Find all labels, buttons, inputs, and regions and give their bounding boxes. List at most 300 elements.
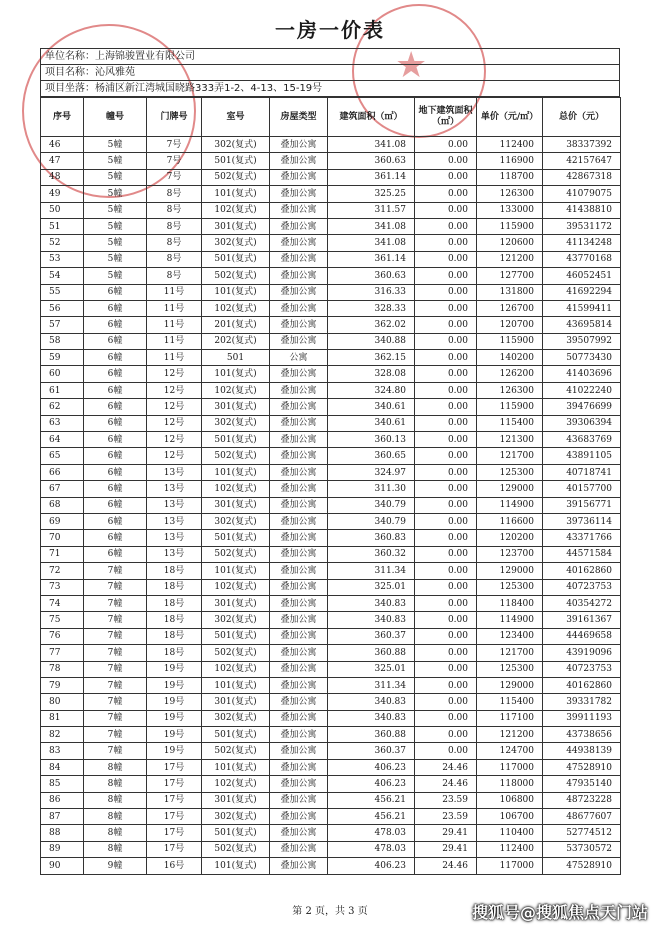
cell-total-price: 41403696 <box>543 366 621 382</box>
cell-room: 502(复式) <box>202 645 270 661</box>
cell-seq: 79 <box>41 677 84 693</box>
cell-room: 102(复式) <box>202 202 270 218</box>
cell-total-price: 48723228 <box>543 792 621 808</box>
cell-door: 13号 <box>147 464 202 480</box>
table-row <box>41 464 621 480</box>
cell-type: 叠加公寓 <box>270 448 328 464</box>
cell-building: 6幢 <box>84 432 147 448</box>
cell-underground-area: 24.46 <box>415 776 477 792</box>
cell-building: 5幢 <box>84 137 147 153</box>
cell-door: 18号 <box>147 579 202 595</box>
cell-door: 17号 <box>147 809 202 825</box>
cell-building: 6幢 <box>84 333 147 349</box>
cell-unit-price: 118000 <box>477 776 543 792</box>
header-underground-area: 地下建筑面积（㎡） <box>415 98 477 137</box>
cell-room: 102(复式) <box>202 661 270 677</box>
cell-type: 叠加公寓 <box>270 415 328 431</box>
table-header-row <box>41 98 621 137</box>
cell-total-price: 40723753 <box>543 579 621 595</box>
cell-underground-area: 0.00 <box>415 153 477 169</box>
table-row <box>41 563 621 579</box>
cell-total-price: 39476699 <box>543 399 621 415</box>
cell-area: 361.14 <box>328 169 415 185</box>
cell-door: 12号 <box>147 415 202 431</box>
cell-total-price: 39736114 <box>543 513 621 529</box>
cell-underground-area: 0.00 <box>415 186 477 202</box>
cell-room: 501(复式) <box>202 251 270 267</box>
cell-unit-price: 121300 <box>477 432 543 448</box>
cell-room: 302(复式) <box>202 710 270 726</box>
cell-room: 301(复式) <box>202 218 270 234</box>
page-number: 第 2 页，共 3 页 <box>292 906 368 917</box>
cell-type: 叠加公寓 <box>270 481 328 497</box>
cell-underground-area: 23.59 <box>415 792 477 808</box>
cell-underground-area: 0.00 <box>415 530 477 546</box>
cell-room: 302(复式) <box>202 415 270 431</box>
cell-seq: 58 <box>41 333 84 349</box>
cell-type: 叠加公寓 <box>270 399 328 415</box>
cell-area: 325.25 <box>328 186 415 202</box>
cell-area: 340.61 <box>328 399 415 415</box>
cell-seq: 76 <box>41 628 84 644</box>
cell-total-price: 39507992 <box>543 333 621 349</box>
cell-total-price: 43683769 <box>543 432 621 448</box>
cell-total-price: 43919096 <box>543 645 621 661</box>
cell-area: 340.61 <box>328 415 415 431</box>
cell-total-price: 47935140 <box>543 776 621 792</box>
table-row <box>41 153 621 169</box>
cell-door: 17号 <box>147 759 202 775</box>
cell-type: 叠加公寓 <box>270 694 328 710</box>
header-type: 房屋类型 <box>270 98 328 137</box>
cell-door: 13号 <box>147 481 202 497</box>
cell-seq: 82 <box>41 727 84 743</box>
table-row <box>41 137 621 153</box>
cell-underground-area: 0.00 <box>415 284 477 300</box>
cell-door: 12号 <box>147 432 202 448</box>
table-row <box>41 399 621 415</box>
cell-type: 叠加公寓 <box>270 497 328 513</box>
cell-unit-price: 131800 <box>477 284 543 300</box>
cell-building: 6幢 <box>84 399 147 415</box>
cell-unit-price: 118400 <box>477 595 543 611</box>
cell-door: 18号 <box>147 612 202 628</box>
table-row <box>41 612 621 628</box>
cell-room: 101(复式) <box>202 563 270 579</box>
cell-area: 360.65 <box>328 448 415 464</box>
cell-type: 叠加公寓 <box>270 792 328 808</box>
cell-door: 18号 <box>147 628 202 644</box>
cell-seq: 81 <box>41 710 84 726</box>
cell-type: 叠加公寓 <box>270 202 328 218</box>
cell-type: 叠加公寓 <box>270 464 328 480</box>
cell-type: 叠加公寓 <box>270 645 328 661</box>
cell-door: 8号 <box>147 218 202 234</box>
cell-type: 叠加公寓 <box>270 710 328 726</box>
cell-type: 叠加公寓 <box>270 825 328 841</box>
cell-room: 301(复式) <box>202 694 270 710</box>
cell-area: 478.03 <box>328 841 415 857</box>
cell-total-price: 40162860 <box>543 563 621 579</box>
cell-total-price: 38337392 <box>543 137 621 153</box>
cell-total-price: 47528910 <box>543 858 621 874</box>
cell-building: 7幢 <box>84 645 147 661</box>
cell-building: 7幢 <box>84 628 147 644</box>
cell-total-price: 43770168 <box>543 251 621 267</box>
table-row <box>41 645 621 661</box>
cell-seq: 75 <box>41 612 84 628</box>
cell-seq: 48 <box>41 169 84 185</box>
cell-unit-price: 115400 <box>477 694 543 710</box>
cell-type: 叠加公寓 <box>270 432 328 448</box>
cell-room: 501(复式) <box>202 825 270 841</box>
cell-unit-price: 112400 <box>477 137 543 153</box>
cell-building: 9幢 <box>84 858 147 874</box>
cell-door: 19号 <box>147 677 202 693</box>
cell-area: 360.88 <box>328 727 415 743</box>
cell-room: 501(复式) <box>202 153 270 169</box>
cell-building: 6幢 <box>84 284 147 300</box>
cell-total-price: 41599411 <box>543 300 621 316</box>
cell-door: 7号 <box>147 153 202 169</box>
cell-seq: 46 <box>41 137 84 153</box>
cell-area: 361.14 <box>328 251 415 267</box>
cell-type: 叠加公寓 <box>270 841 328 857</box>
cell-building: 7幢 <box>84 727 147 743</box>
header-unit-price: 单价（元/㎡） <box>477 98 543 137</box>
cell-type: 叠加公寓 <box>270 333 328 349</box>
cell-building: 6幢 <box>84 350 147 366</box>
cell-type: 叠加公寓 <box>270 759 328 775</box>
cell-total-price: 41134248 <box>543 235 621 251</box>
table-row <box>41 513 621 529</box>
cell-total-price: 42867318 <box>543 169 621 185</box>
cell-area: 311.34 <box>328 563 415 579</box>
cell-type: 叠加公寓 <box>270 251 328 267</box>
table-row <box>41 759 621 775</box>
cell-underground-area: 0.00 <box>415 350 477 366</box>
cell-door: 17号 <box>147 841 202 857</box>
cell-type: 叠加公寓 <box>270 169 328 185</box>
cell-total-price: 42157647 <box>543 153 621 169</box>
cell-area: 362.02 <box>328 317 415 333</box>
table-row <box>41 579 621 595</box>
cell-area: 360.88 <box>328 645 415 661</box>
cell-underground-area: 0.00 <box>415 202 477 218</box>
developer-name: 单位名称：上海锦骏置业有限公司 <box>41 49 620 65</box>
cell-type: 叠加公寓 <box>270 137 328 153</box>
cell-type: 叠加公寓 <box>270 661 328 677</box>
cell-room: 301(复式) <box>202 595 270 611</box>
cell-room: 502(复式) <box>202 841 270 857</box>
cell-building: 7幢 <box>84 661 147 677</box>
cell-door: 13号 <box>147 497 202 513</box>
cell-room: 101(复式) <box>202 858 270 874</box>
cell-seq: 59 <box>41 350 84 366</box>
cell-seq: 63 <box>41 415 84 431</box>
cell-seq: 47 <box>41 153 84 169</box>
cell-unit-price: 115900 <box>477 333 543 349</box>
cell-seq: 86 <box>41 792 84 808</box>
cell-area: 340.79 <box>328 497 415 513</box>
cell-underground-area: 0.00 <box>415 628 477 644</box>
cell-area: 456.21 <box>328 809 415 825</box>
cell-unit-price: 115900 <box>477 399 543 415</box>
cell-area: 311.30 <box>328 481 415 497</box>
cell-building: 6幢 <box>84 448 147 464</box>
cell-room: 502(复式) <box>202 743 270 759</box>
cell-building: 6幢 <box>84 300 147 316</box>
cell-seq: 73 <box>41 579 84 595</box>
cell-unit-price: 121200 <box>477 727 543 743</box>
cell-room: 202(复式) <box>202 333 270 349</box>
cell-unit-price: 106800 <box>477 792 543 808</box>
cell-area: 360.83 <box>328 530 415 546</box>
cell-type: 叠加公寓 <box>270 858 328 874</box>
cell-underground-area: 0.00 <box>415 432 477 448</box>
cell-area: 311.57 <box>328 202 415 218</box>
cell-building: 8幢 <box>84 841 147 857</box>
cell-room: 102(复式) <box>202 481 270 497</box>
table-row <box>41 169 621 185</box>
header-door: 门牌号 <box>147 98 202 137</box>
cell-unit-price: 120200 <box>477 530 543 546</box>
cell-total-price: 43695814 <box>543 317 621 333</box>
cell-building: 8幢 <box>84 825 147 841</box>
cell-type: 叠加公寓 <box>270 366 328 382</box>
cell-type: 叠加公寓 <box>270 235 328 251</box>
cell-room: 102(复式) <box>202 300 270 316</box>
cell-room: 302(复式) <box>202 809 270 825</box>
cell-underground-area: 0.00 <box>415 415 477 431</box>
cell-underground-area: 0.00 <box>415 235 477 251</box>
cell-type: 叠加公寓 <box>270 153 328 169</box>
cell-unit-price: 114900 <box>477 497 543 513</box>
cell-type: 叠加公寓 <box>270 809 328 825</box>
cell-door: 18号 <box>147 563 202 579</box>
cell-total-price: 40718741 <box>543 464 621 480</box>
cell-total-price: 44469658 <box>543 628 621 644</box>
table-row <box>41 825 621 841</box>
cell-door: 8号 <box>147 235 202 251</box>
cell-underground-area: 0.00 <box>415 513 477 529</box>
cell-area: 406.23 <box>328 776 415 792</box>
cell-area: 478.03 <box>328 825 415 841</box>
cell-underground-area: 0.00 <box>415 333 477 349</box>
table-row <box>41 727 621 743</box>
cell-door: 7号 <box>147 169 202 185</box>
cell-door: 19号 <box>147 694 202 710</box>
cell-seq: 85 <box>41 776 84 792</box>
cell-room: 501 <box>202 350 270 366</box>
cell-seq: 60 <box>41 366 84 382</box>
cell-door: 8号 <box>147 186 202 202</box>
cell-underground-area: 0.00 <box>415 464 477 480</box>
cell-area: 316.33 <box>328 284 415 300</box>
cell-area: 340.83 <box>328 612 415 628</box>
cell-area: 340.79 <box>328 513 415 529</box>
cell-seq: 49 <box>41 186 84 202</box>
cell-building: 7幢 <box>84 612 147 628</box>
cell-building: 8幢 <box>84 759 147 775</box>
project-location: 项目坐落：杨浦区新江湾城国晓路333弄1-2、4-13、15-19号 <box>41 81 620 97</box>
table-row <box>41 858 621 874</box>
cell-seq: 64 <box>41 432 84 448</box>
table-row <box>41 317 621 333</box>
cell-total-price: 44571584 <box>543 546 621 562</box>
cell-seq: 67 <box>41 481 84 497</box>
cell-seq: 65 <box>41 448 84 464</box>
cell-type: 叠加公寓 <box>270 612 328 628</box>
cell-underground-area: 0.00 <box>415 727 477 743</box>
cell-building: 7幢 <box>84 563 147 579</box>
cell-door: 8号 <box>147 202 202 218</box>
cell-door: 11号 <box>147 317 202 333</box>
cell-unit-price: 116900 <box>477 153 543 169</box>
cell-area: 340.83 <box>328 710 415 726</box>
cell-total-price: 40157700 <box>543 481 621 497</box>
cell-room: 302(复式) <box>202 137 270 153</box>
cell-total-price: 39911193 <box>543 710 621 726</box>
cell-total-price: 43891105 <box>543 448 621 464</box>
cell-underground-area: 0.00 <box>415 645 477 661</box>
cell-door: 18号 <box>147 595 202 611</box>
cell-unit-price: 120600 <box>477 235 543 251</box>
cell-room: 101(复式) <box>202 759 270 775</box>
header-building: 幢号 <box>84 98 147 137</box>
cell-underground-area: 0.00 <box>415 399 477 415</box>
cell-area: 360.13 <box>328 432 415 448</box>
cell-seq: 77 <box>41 645 84 661</box>
cell-underground-area: 0.00 <box>415 497 477 513</box>
cell-room: 101(复式) <box>202 677 270 693</box>
cell-area: 360.37 <box>328 743 415 759</box>
cell-underground-area: 0.00 <box>415 251 477 267</box>
cell-seq: 61 <box>41 382 84 398</box>
cell-area: 324.80 <box>328 382 415 398</box>
cell-area: 456.21 <box>328 792 415 808</box>
cell-unit-price: 126700 <box>477 300 543 316</box>
cell-door: 12号 <box>147 382 202 398</box>
cell-building: 7幢 <box>84 579 147 595</box>
cell-area: 340.88 <box>328 333 415 349</box>
cell-total-price: 44938139 <box>543 743 621 759</box>
cell-room: 502(复式) <box>202 268 270 284</box>
header-seq: 序号 <box>41 98 84 137</box>
cell-unit-price: 129000 <box>477 677 543 693</box>
cell-building: 5幢 <box>84 235 147 251</box>
cell-building: 6幢 <box>84 382 147 398</box>
cell-seq: 83 <box>41 743 84 759</box>
cell-door: 12号 <box>147 366 202 382</box>
cell-seq: 90 <box>41 858 84 874</box>
cell-total-price: 41692294 <box>543 284 621 300</box>
cell-unit-price: 106700 <box>477 809 543 825</box>
project-name: 项目名称：沁风雅苑 <box>41 65 620 81</box>
cell-type: 叠加公寓 <box>270 727 328 743</box>
cell-building: 6幢 <box>84 497 147 513</box>
cell-underground-area: 0.00 <box>415 595 477 611</box>
cell-door: 16号 <box>147 858 202 874</box>
cell-unit-price: 121200 <box>477 251 543 267</box>
table-row <box>41 694 621 710</box>
cell-door: 12号 <box>147 448 202 464</box>
cell-type: 叠加公寓 <box>270 218 328 234</box>
cell-seq: 80 <box>41 694 84 710</box>
cell-seq: 51 <box>41 218 84 234</box>
table-row <box>41 186 621 202</box>
cell-seq: 84 <box>41 759 84 775</box>
cell-seq: 57 <box>41 317 84 333</box>
seal-star-icon: ★ <box>395 45 428 86</box>
cell-area: 360.63 <box>328 268 415 284</box>
cell-building: 7幢 <box>84 743 147 759</box>
cell-building: 7幢 <box>84 595 147 611</box>
cell-seq: 56 <box>41 300 84 316</box>
cell-type: 叠加公寓 <box>270 677 328 693</box>
cell-total-price: 40162860 <box>543 677 621 693</box>
cell-underground-area: 0.00 <box>415 661 477 677</box>
cell-room: 502(复式) <box>202 169 270 185</box>
cell-underground-area: 23.59 <box>415 809 477 825</box>
cell-building: 5幢 <box>84 218 147 234</box>
table-row <box>41 235 621 251</box>
cell-room: 302(复式) <box>202 513 270 529</box>
cell-seq: 54 <box>41 268 84 284</box>
cell-total-price: 50773430 <box>543 350 621 366</box>
cell-unit-price: 117000 <box>477 858 543 874</box>
cell-room: 102(复式) <box>202 776 270 792</box>
table-row <box>41 809 621 825</box>
cell-underground-area: 0.00 <box>415 612 477 628</box>
table-row <box>41 497 621 513</box>
cell-door: 17号 <box>147 776 202 792</box>
cell-room: 302(复式) <box>202 612 270 628</box>
cell-unit-price: 123400 <box>477 628 543 644</box>
cell-area: 341.08 <box>328 235 415 251</box>
cell-unit-price: 126300 <box>477 382 543 398</box>
cell-building: 6幢 <box>84 546 147 562</box>
cell-underground-area: 0.00 <box>415 169 477 185</box>
cell-building: 6幢 <box>84 513 147 529</box>
cell-total-price: 39161367 <box>543 612 621 628</box>
cell-unit-price: 124700 <box>477 743 543 759</box>
cell-type: 叠加公寓 <box>270 595 328 611</box>
cell-underground-area: 0.00 <box>415 546 477 562</box>
cell-unit-price: 110400 <box>477 825 543 841</box>
header-total-price: 总价（元） <box>543 98 621 137</box>
cell-total-price: 40354272 <box>543 595 621 611</box>
cell-unit-price: 125300 <box>477 464 543 480</box>
cell-building: 7幢 <box>84 677 147 693</box>
cell-underground-area: 0.00 <box>415 300 477 316</box>
table-row <box>41 710 621 726</box>
cell-building: 6幢 <box>84 464 147 480</box>
cell-type: 叠加公寓 <box>270 186 328 202</box>
cell-door: 19号 <box>147 661 202 677</box>
cell-seq: 68 <box>41 497 84 513</box>
cell-area: 360.63 <box>328 153 415 169</box>
cell-total-price: 52774512 <box>543 825 621 841</box>
cell-seq: 70 <box>41 530 84 546</box>
cell-unit-price: 117000 <box>477 759 543 775</box>
cell-room: 102(复式) <box>202 382 270 398</box>
table-row <box>41 218 621 234</box>
table-row <box>41 284 621 300</box>
cell-total-price: 39331782 <box>543 694 621 710</box>
cell-building: 6幢 <box>84 317 147 333</box>
cell-building: 5幢 <box>84 268 147 284</box>
